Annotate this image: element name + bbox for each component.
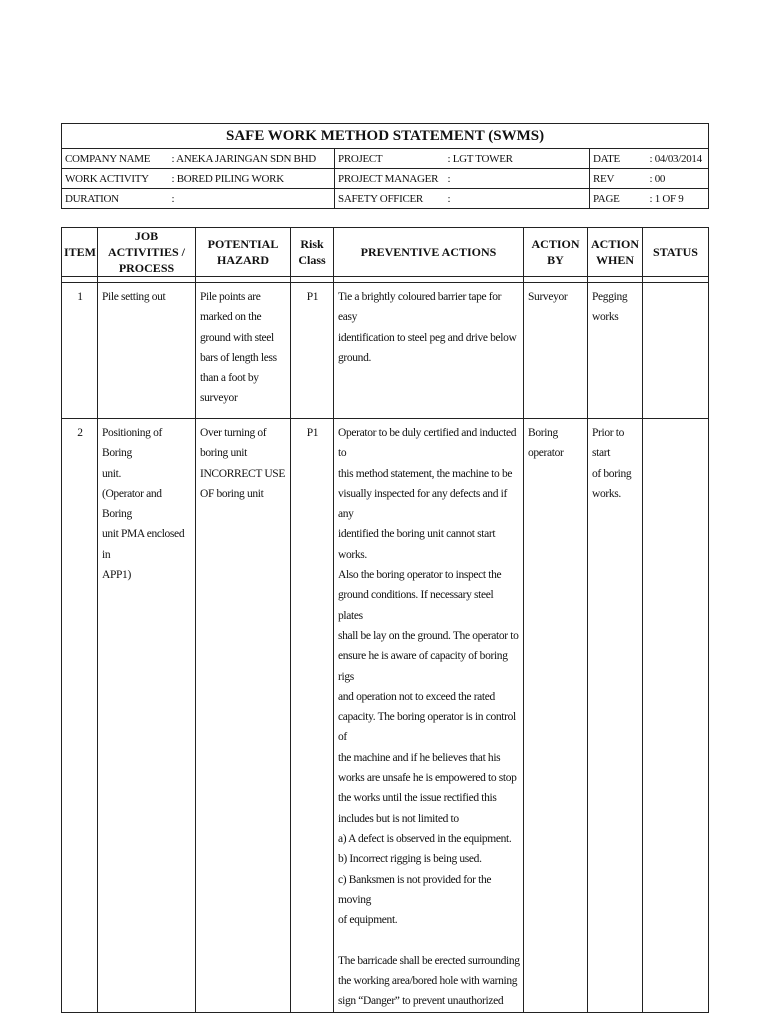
text-line: Pegging — [592, 291, 628, 303]
swms-document — [61, 123, 708, 1013]
text-line: identification to steel peg and drive below — [338, 331, 517, 344]
action-by-cell — [524, 419, 588, 1013]
job-cell — [98, 283, 196, 419]
column-header-status: STATUS — [643, 228, 709, 277]
text-line: includes but is not limited to — [338, 812, 459, 825]
text-line: ground conditions. If necessary steel plates — [338, 589, 494, 622]
table-row — [62, 419, 709, 1013]
document-title: SAFE WORK METHOD STATEMENT (SWMS) — [62, 124, 709, 149]
safety-officer-label: SAFETY OFFICER — [335, 189, 445, 209]
company-name-label: COMPANY NAME — [62, 149, 169, 169]
text-line: of equipment. — [338, 914, 398, 927]
text-line: b) Incorrect rigging is being used. — [338, 853, 482, 866]
page-value: : 1 OF 9 — [647, 189, 709, 209]
text-line: Also the boring operator to inspect the — [338, 569, 502, 582]
project-value: : LGT TOWER — [445, 149, 590, 169]
text-line: ground with steel — [200, 331, 274, 344]
status-cell — [643, 283, 709, 419]
item-cell: 2 — [62, 419, 98, 1013]
text-line: Surveyor — [528, 291, 568, 303]
company-name-value: : ANEKA JARINGAN SDN BHD — [169, 149, 335, 169]
item-cell: 1 — [62, 283, 98, 419]
text-line: works — [592, 311, 619, 324]
text-line: works are unsafe he is empowered to stop — [338, 772, 517, 785]
text-line: bars of length less — [200, 351, 277, 364]
risk-cell: P1 — [291, 419, 334, 1013]
rev-value: : 00 — [647, 169, 709, 189]
date-value: : 04/03/2014 — [647, 149, 709, 169]
text-line: boring unit — [200, 447, 247, 460]
preventive-cell — [334, 419, 524, 1013]
text-line: works. — [592, 487, 621, 500]
text-line: this method statement, the machine to be — [338, 467, 513, 480]
text-line: Pile points are — [200, 291, 261, 303]
date-label: DATE — [590, 149, 647, 169]
column-header-item: ITEM — [62, 228, 98, 277]
project-label: PROJECT — [335, 149, 445, 169]
text-line: Prior to start — [592, 427, 625, 460]
header-table — [61, 123, 709, 209]
status-cell — [643, 419, 709, 1013]
hazard-cell — [196, 419, 291, 1013]
text-line: INCORRECT USE — [200, 467, 286, 480]
text-line: The barricade shall be erected surrounding — [338, 954, 520, 967]
column-header-action-when: ACTION WHEN — [588, 228, 643, 277]
text-line: than a foot by — [200, 372, 259, 385]
column-header-action-by: ACTION BY — [524, 228, 588, 277]
text-line: Boring — [528, 427, 558, 439]
text-line: Operator to be duly certified and inducted to — [338, 427, 517, 460]
work-activity-label: WORK ACTIVITY — [62, 169, 169, 189]
column-header-preventive-actions: PREVENTIVE ACTIONS — [334, 228, 524, 277]
rev-label: REV — [590, 169, 647, 189]
text-line: Tie a brightly coloured barrier tape for easy — [338, 291, 502, 324]
text-line: c) Banksmen is not provided for the moving — [338, 873, 492, 906]
text-line: ground. — [338, 351, 372, 364]
text-line: (Operator and Boring — [102, 487, 162, 521]
risk-cell: P1 — [291, 283, 334, 419]
preventive-cell — [334, 283, 524, 419]
text-line — [338, 930, 520, 950]
text-line: ensure he is aware of capacity of boring rigs — [338, 650, 508, 683]
duration-label: DURATION — [62, 189, 169, 209]
action-when-cell — [588, 283, 643, 419]
text-line: the working area/bored hole with warning — [338, 975, 518, 988]
text-line: identified the boring unit cannot start works. — [338, 528, 496, 561]
action-by-cell — [524, 283, 588, 419]
text-line: of boring — [592, 467, 632, 480]
job-cell — [98, 419, 196, 1013]
page-label: PAGE — [590, 189, 647, 209]
text-line: unit PMA enclosed in — [102, 528, 185, 561]
activities-table — [61, 227, 709, 1013]
text-line: OF boring unit — [200, 487, 264, 500]
work-activity-value: : BORED PILING WORK — [169, 169, 335, 189]
text-line: and operation not to exceed the rated — [338, 690, 495, 703]
project-manager-value: : — [445, 169, 590, 189]
text-line: operator — [528, 447, 564, 460]
column-header-risk-class: Risk Class — [291, 228, 334, 277]
text-line: sign “Danger” to prevent unauthorized — [338, 995, 504, 1008]
table-header-row — [62, 228, 709, 277]
action-when-cell — [588, 419, 643, 1013]
project-manager-label: PROJECT MANAGER — [335, 169, 445, 189]
text-line: Over turning of — [200, 427, 267, 439]
column-header-job-activities: JOB ACTIVITIES / PROCESS — [98, 228, 196, 277]
hazard-cell — [196, 283, 291, 419]
text-line: Positioning of Boring — [102, 427, 162, 460]
text-line: the works until the issue rectified this — [338, 792, 497, 805]
text-line: surveyor — [200, 392, 238, 405]
duration-value: : — [169, 189, 335, 209]
text-line: unit. — [102, 467, 122, 480]
text-line: capacity. The boring operator is in control of — [338, 711, 516, 744]
text-line: the machine and if he believes that his — [338, 751, 501, 764]
text-line: Pile setting out — [102, 291, 166, 303]
safety-officer-value: : — [445, 189, 590, 209]
text-line: APP1) — [102, 569, 131, 582]
column-header-potential-hazard: POTENTIAL HAZARD — [196, 228, 291, 277]
text-line: visually inspected for any defects and if any — [338, 487, 507, 521]
text-line: marked on the — [200, 311, 262, 324]
text-line: shall be lay on the ground. The operator to — [338, 629, 519, 642]
text-line: a) A defect is observed in the equipment. — [338, 832, 512, 845]
table-row — [62, 283, 709, 419]
